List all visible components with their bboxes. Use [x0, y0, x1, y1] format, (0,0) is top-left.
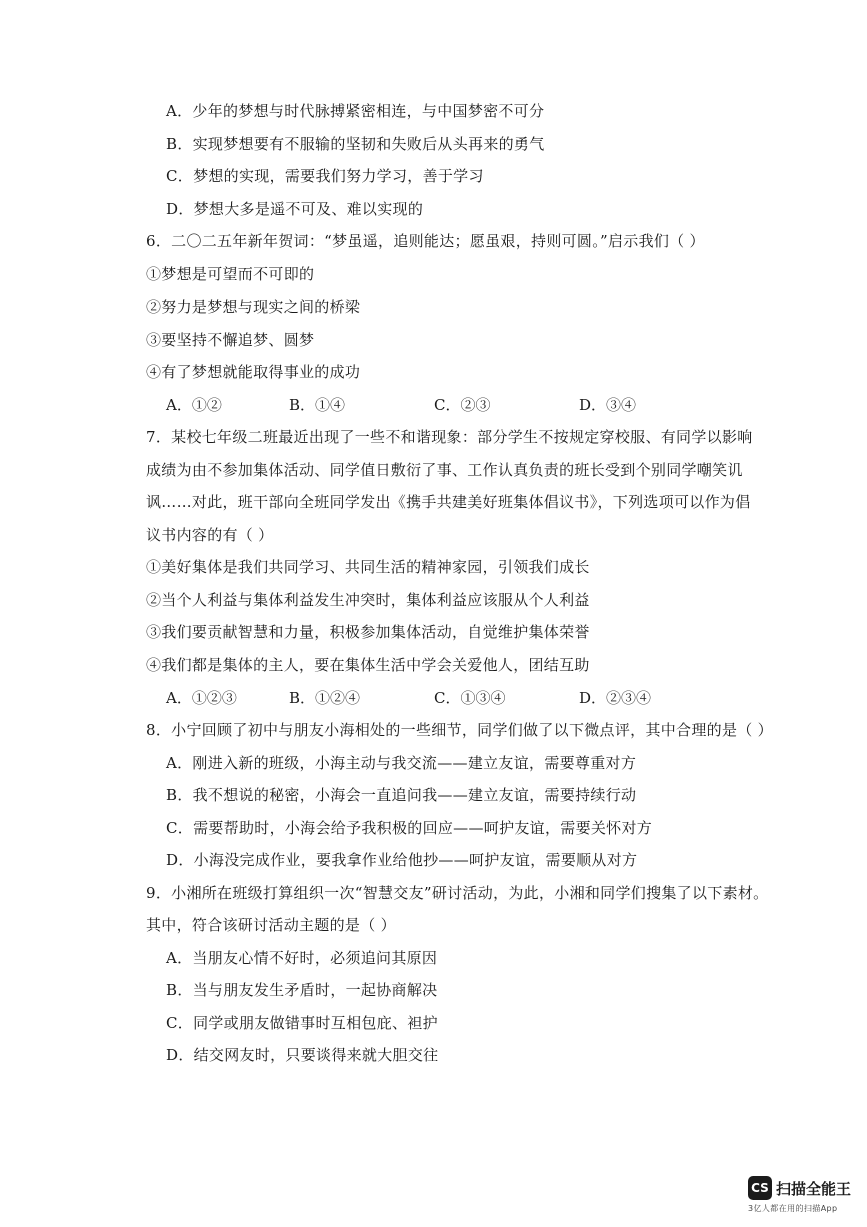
watermark-tagline: 3亿人都在用的扫描App — [748, 1204, 838, 1213]
q8-option-c: C．需要帮助时，小海会给予我积极的回应——呵护友谊，需要关怀对方 — [166, 819, 653, 837]
scanner-watermark — [748, 1176, 852, 1216]
q8-option-b: B．我不想说的秘密，小海会一直追问我——建立友谊，需要持续行动 — [166, 786, 637, 804]
q5-option-b: B．实现梦想要有不服输的坚韧和失败后从头再来的勇气 — [166, 135, 545, 153]
q6-item-1: ①梦想是可望而不可即的 — [146, 265, 315, 283]
q9-option-c: C．同学或朋友做错事时互相包庇、袒护 — [166, 1014, 438, 1032]
q7-choice-c: C．①③④ — [434, 689, 506, 707]
q7-item-2: ②当个人利益与集体利益发生冲突时，集体利益应该服从个人利益 — [146, 591, 590, 609]
q5-option-d: D．梦想大多是遥不可及、难以实现的 — [166, 200, 424, 218]
q9-option-b: B．当与朋友发生矛盾时，一起协商解决 — [166, 981, 438, 999]
q9-stem-line-1: 9．小湘所在班级打算组织一次“智慧交友”研讨活动，为此，小湘和同学们搜集了以下素材。 — [146, 884, 769, 902]
q6-item-4: ④有了梦想就能取得事业的成功 — [146, 363, 361, 381]
q7-stem-line-1: 7．某校七年级二班最近出现了一些不和谐现象：部分学生不按规定穿校服、有同学以影响 — [146, 428, 753, 446]
q7-choice-a: A．①②③ — [166, 689, 237, 707]
q6-item-2: ②努力是梦想与现实之间的桥梁 — [146, 298, 361, 316]
q9-option-d: D．结交网友时，只要谈得来就大胆交往 — [166, 1046, 439, 1064]
q9-option-a: A．当朋友心情不好时，必须追问其原因 — [166, 949, 438, 967]
q8-stem: 8．小宁回顾了初中与朋友小海相处的一些细节，同学们做了以下微点评，其中合理的是（ ） — [146, 721, 773, 739]
q7-stem-line-4: 议书内容的有（ ） — [146, 526, 274, 544]
q9-stem-line-2: 其中，符合该研讨活动主题的是（ ） — [146, 916, 396, 934]
watermark-app-name: 扫描全能王 — [776, 1180, 852, 1198]
q7-item-1: ①美好集体是我们共同学习、共同生活的精神家园，引领我们成长 — [146, 558, 590, 576]
q7-stem-line-3: 讽……对此，班干部向全班同学发出《携手共建美好班集体倡议书》，下列选项可以作为倡 — [146, 493, 751, 511]
q6-choice-b: B．①④ — [289, 396, 346, 414]
q7-choice-d: D．②③④ — [579, 689, 652, 707]
camscanner-logo-icon: CS — [748, 1176, 772, 1200]
q6-choice-a: A．①② — [166, 396, 222, 414]
q8-option-d: D．小海没完成作业，要我拿作业给他抄——呵护友谊，需要顺从对方 — [166, 851, 638, 869]
q6-stem: 6．二〇二五年新年贺词：“梦虽遥，追则能达；愿虽艰，持则可圆。”启示我们（ ） — [146, 232, 705, 250]
q6-choice-d: D．③④ — [579, 396, 637, 414]
q7-item-3: ③我们要贡献智慧和力量，积极参加集体活动，自觉维护集体荣誉 — [146, 623, 590, 641]
q7-item-4: ④我们都是集体的主人，要在集体生活中学会关爱他人，团结互助 — [146, 656, 590, 674]
q5-option-c: C．梦想的实现，需要我们努力学习，善于学习 — [166, 167, 484, 185]
q7-choice-b: B．①②④ — [289, 689, 361, 707]
q6-item-3: ③要坚持不懈追梦、圆梦 — [146, 331, 315, 349]
q6-choice-c: C．②③ — [434, 396, 491, 414]
q5-option-a: A．少年的梦想与时代脉搏紧密相连，与中国梦密不可分 — [166, 102, 545, 120]
q8-option-a: A．刚进入新的班级，小海主动与我交流——建立友谊，需要尊重对方 — [166, 754, 637, 772]
q7-stem-line-2: 成绩为由不参加集体活动、同学值日敷衍了事、工作认真负责的班长受到个别同学嘲笑讥 — [146, 461, 743, 479]
